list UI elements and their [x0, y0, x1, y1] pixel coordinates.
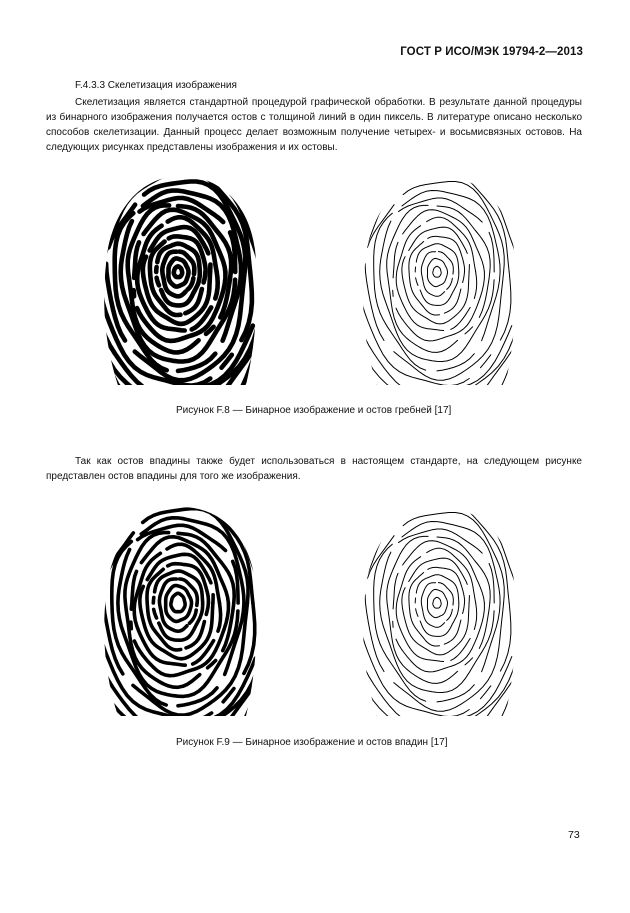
binary-valley-fingerprint-image [96, 503, 266, 718]
fingerprint-ridge-line [355, 172, 525, 272]
fingerprint-ridge-line [157, 278, 159, 286]
fingerprint-ridge-line [174, 266, 182, 277]
fingerprint-ridge-line [416, 244, 459, 272]
fingerprint-ridge-line [503, 172, 525, 272]
fingerprint-ridge-line [507, 603, 525, 718]
paragraph-text: Скелетизация является стандартной процедурой графической обработки. В результате данной процедуры из бинарного изображения получается остов с толщиной линий в один пиксель. В литературе описано несколько способов скелетизации. Данный процесс делает возможным получение четырех- и восьмисвязных остовов. На следующих рисунках представлены изображения и их остовы. [46, 97, 582, 153]
fingerprint-ridge-line [265, 272, 267, 365]
fingerprint-ridge-line [437, 603, 525, 718]
ridge-skeleton-image [355, 172, 525, 387]
fingerprint-ridge-line [427, 258, 447, 286]
page-number: 73 [568, 829, 580, 841]
fingerprint-ridge-line [393, 573, 398, 609]
fingerprint-ridge-line [409, 172, 477, 182]
fingerprint-ridge-line [518, 272, 521, 305]
fingerprint-ridge-line [218, 603, 221, 631]
fingerprint-ridge-line [416, 278, 418, 286]
fingerprint-ridge-line [355, 372, 379, 387]
fingerprint-ridge-line [359, 172, 406, 200]
fingerprint-ridge-line [500, 272, 511, 340]
fingerprint-ridge-line [171, 593, 185, 611]
valley-skeleton-image [355, 503, 525, 718]
fingerprint-ridge-line [463, 665, 522, 718]
fingerprint-ridge-line [416, 575, 459, 603]
fingerprint-ridge-line [365, 595, 384, 672]
fingerprint-ridge-line [510, 503, 525, 603]
fingerprint-ridge-line [510, 172, 525, 272]
fingerprint-ridge-line [251, 172, 266, 272]
fingerprint-ridge-line [465, 327, 473, 334]
fingerprint-ridge-line [426, 620, 525, 718]
fingerprint-ridge-line [405, 603, 525, 718]
fingerprint-ridge-line [458, 503, 525, 603]
fingerprint-ridge-line [447, 609, 453, 620]
fingerprint-ridge-line [427, 589, 447, 617]
fingerprint-ridge-line [409, 242, 440, 316]
fingerprint-ridge-line [409, 558, 468, 584]
fingerprint-ridge-line [463, 334, 522, 387]
fingerprint-ridge-line [355, 172, 417, 387]
fingerprint-ridge-line [480, 172, 525, 272]
figure-f9-caption: Рисунок F.9 — Бинарное изображение и остов впадин [17] [176, 737, 448, 748]
fingerprint-ridge-line [433, 266, 441, 277]
paragraph-skeletonization [46, 95, 582, 155]
fingerprint-ridge-line [355, 703, 379, 718]
fingerprint-ridge-line [433, 597, 441, 608]
fingerprint-ridge-line [480, 503, 525, 603]
fingerprint-ridge-line [100, 172, 147, 200]
fingerprint-ridge-line [409, 573, 440, 647]
fingerprint-ridge-line [500, 603, 511, 671]
fingerprint-ridge-line [405, 272, 525, 387]
fingerprint-ridge-line [465, 658, 473, 665]
fingerprint-ridge-line [355, 503, 525, 621]
fingerprint-ridge-line [518, 603, 521, 636]
fingerprint-ridge-line [426, 289, 525, 387]
fingerprint-ridge-line [355, 172, 525, 290]
fingerprint-ridge-line [259, 272, 262, 305]
paragraph-valley-skeleton [46, 454, 582, 484]
fingerprint-ridge-line [355, 551, 389, 718]
fingerprint-ridge-line [98, 503, 146, 529]
document-header: ГОСТ Р ИСО/МЭК 19794-2—2013 [400, 46, 583, 58]
fingerprint-ridge-line [365, 264, 384, 341]
fingerprint-ridge-line [447, 278, 453, 289]
fingerprint-ridge-line [154, 609, 157, 618]
fingerprint-ridge-line [355, 503, 417, 718]
fingerprint-ridge-line [168, 258, 188, 286]
fingerprint-ridge-line [524, 603, 526, 696]
fingerprint-ridge-line [458, 172, 525, 272]
section-title: F.4.3.3 Скелетизация изображения [75, 80, 237, 91]
fingerprint-ridge-line [215, 272, 217, 299]
fingerprint-ridge-line [153, 597, 154, 603]
fingerprint-ridge-line [355, 503, 525, 603]
fingerprint-ridge-line [262, 603, 265, 637]
fingerprint-ridge-line [463, 272, 465, 283]
fingerprint-ridge-line [359, 503, 406, 531]
fingerprint-ridge-line [409, 503, 477, 513]
paragraph-text: Так как остов впадины также будет использоваться в настоящем стандарте, на следующем рисунке представлен остов впадины для того же изображения. [46, 456, 582, 482]
fingerprint-ridge-line [437, 272, 525, 387]
fingerprint-ridge-line [474, 272, 476, 299]
fingerprint-ridge-line [393, 242, 398, 278]
fingerprint-ridge-line [253, 503, 266, 603]
fingerprint-ridge-line [524, 272, 526, 365]
fingerprint-ridge-line [474, 603, 476, 630]
binary-ridge-fingerprint-image [96, 172, 266, 387]
fingerprint-ridge-line [463, 603, 465, 614]
fingerprint-ridge-line [416, 609, 418, 617]
fingerprint-ridge-line [503, 503, 525, 603]
figure-f8-caption: Рисунок F.8 — Бинарное изображение и остов гребней [17] [176, 405, 452, 416]
fingerprint-ridge-line [355, 220, 389, 387]
fingerprint-ridge-line [249, 603, 266, 718]
fingerprint-ridge-line [507, 272, 525, 387]
fingerprint-ridge-line [409, 227, 468, 253]
